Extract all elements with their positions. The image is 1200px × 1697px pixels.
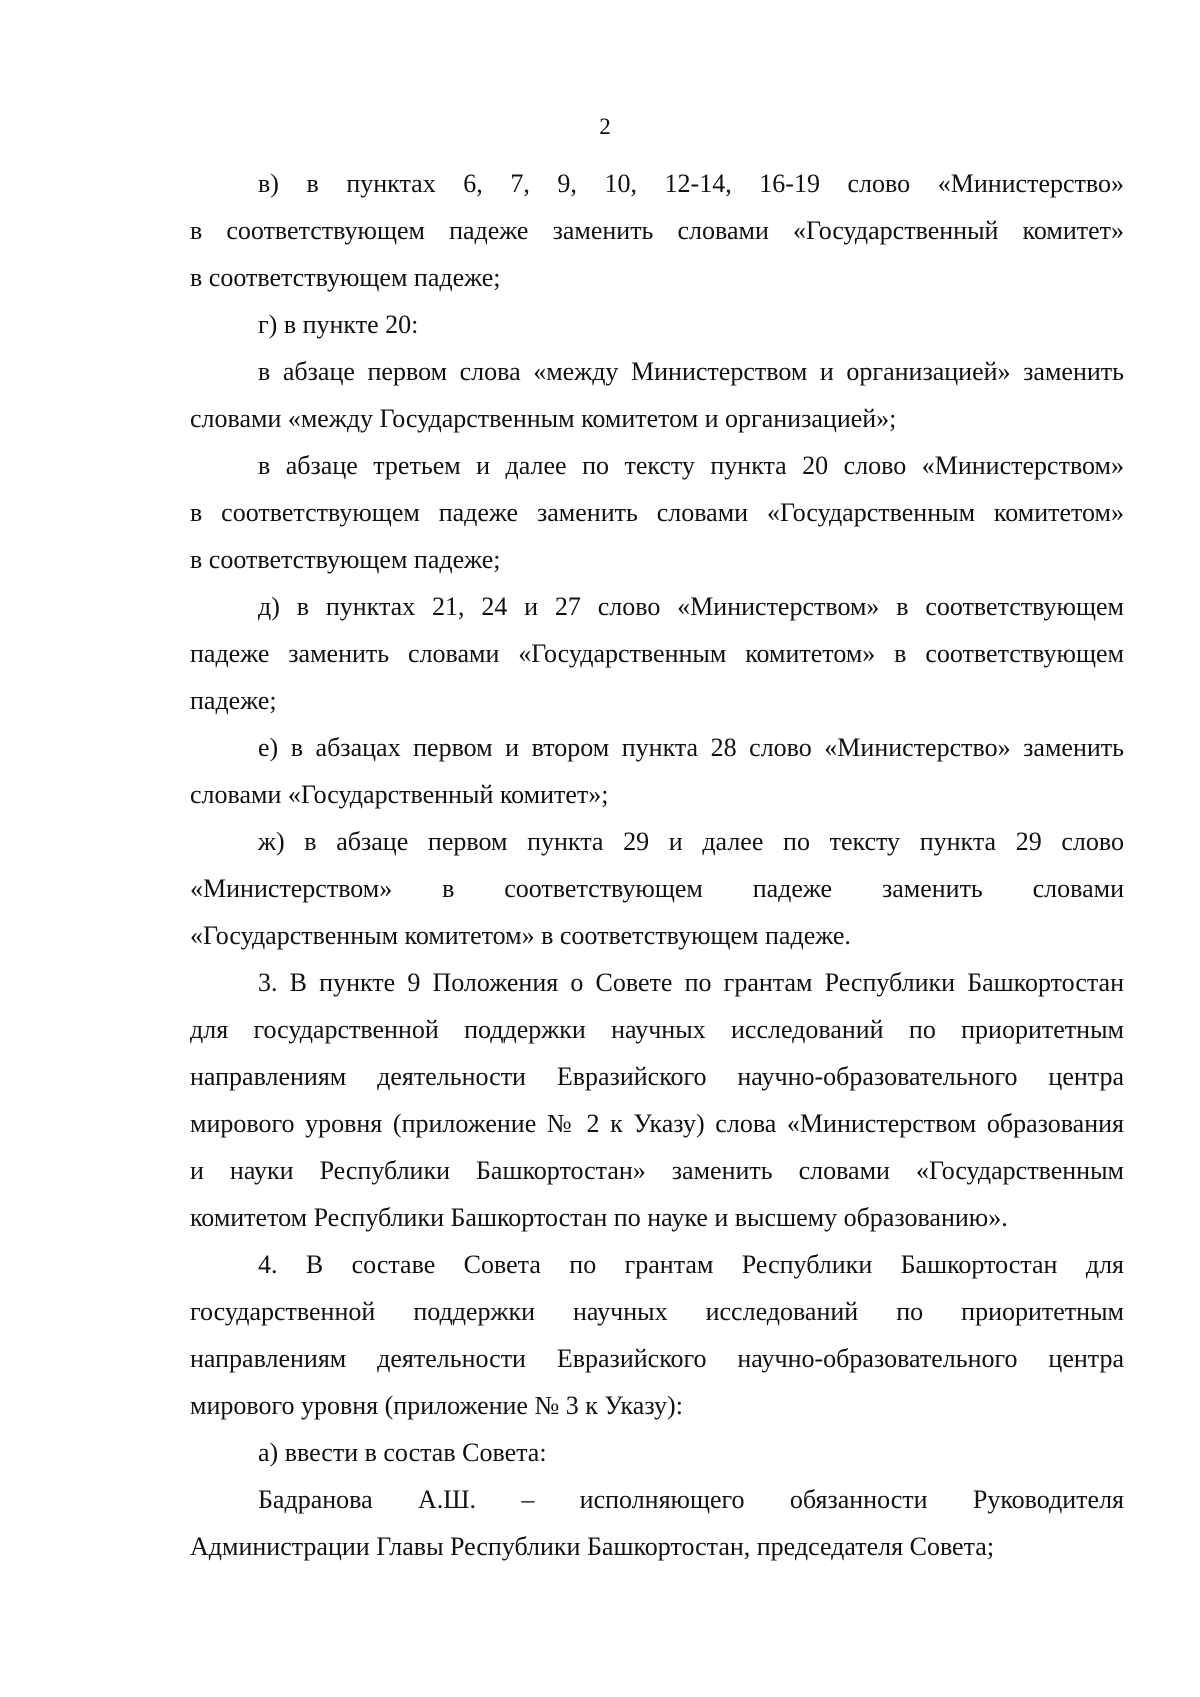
text-line: падеже заменить словами «Государственным комитетом» в соответствующем xyxy=(190,639,1124,668)
text-line: Бадранова А.Ш. – исполняющего обязанности Руководителя xyxy=(258,1485,1124,1514)
text-line: в абзаце первом слова «между Министерством и организацией» заменить xyxy=(258,357,1124,386)
text-line: Администрации Главы Республики Башкортостан, председателя Совета; xyxy=(190,1532,995,1561)
text-line: «Министерством» в соответствующем падеже заменить словами xyxy=(190,874,1124,903)
text-line: в соответствующем падеже; xyxy=(190,263,501,292)
text-line: комитетом Республики Башкортостан по науке и высшему образованию». xyxy=(190,1203,1008,1232)
text-line: 3. В пункте 9 Положения о Совете по грантам Республики Башкортостан xyxy=(258,968,1124,997)
text-line: в соответствующем падеже заменить словами «Государственным комитетом» xyxy=(190,498,1124,527)
paragraph xyxy=(190,1241,1124,1429)
paragraph xyxy=(190,1476,1124,1570)
paragraph xyxy=(190,818,1124,959)
text-line: в) в пунктах 6, 7, 9, 10, 12-14, 16-19 слово «Министерство» xyxy=(258,169,1124,198)
paragraph xyxy=(190,442,1124,583)
paragraph xyxy=(190,301,1124,348)
text-line: в соответствующем падеже; xyxy=(190,545,501,574)
text-line: ж) в абзаце первом пункта 29 и далее по тексту пункта 29 слово xyxy=(258,827,1124,856)
paragraph xyxy=(190,1429,1124,1476)
text-line: словами «между Государственным комитетом и организацией»; xyxy=(190,404,897,433)
text-line: г) в пункте 20: xyxy=(258,310,419,339)
text-line: для государственной поддержки научных исследований по приоритетным xyxy=(190,1015,1124,1044)
text-line: а) ввести в состав Совета: xyxy=(258,1438,547,1467)
text-line: мирового уровня (приложение № 3 к Указу): xyxy=(190,1391,683,1420)
text-line: 4. В составе Совета по грантам Республики Башкортостан для xyxy=(258,1250,1124,1279)
paragraph xyxy=(190,959,1124,1241)
page-number: 2 xyxy=(599,114,611,139)
text-line: мирового уровня (приложение № 2 к Указу) слова «Министерством образования xyxy=(190,1109,1124,1138)
text-line: е) в абзацах первом и втором пункта 28 слово «Министерство» заменить xyxy=(258,733,1124,762)
text-line: «Государственным комитетом» в соответствующем падеже. xyxy=(190,921,851,950)
text-line: в соответствующем падеже заменить словами «Государственный комитет» xyxy=(190,216,1124,245)
paragraph xyxy=(190,348,1124,442)
text-line: в абзаце третьем и далее по тексту пункта 20 слово «Министерством» xyxy=(258,451,1124,480)
document-body xyxy=(190,160,1124,1570)
text-line: падеже; xyxy=(190,686,277,715)
text-line: и науки Республики Башкортостан» заменить словами «Государственным xyxy=(190,1156,1124,1185)
paragraph xyxy=(190,583,1124,724)
paragraph xyxy=(190,160,1124,301)
paragraph xyxy=(190,724,1124,818)
text-line: направлениям деятельности Евразийского научно-образовательного центра xyxy=(190,1062,1124,1091)
text-line: д) в пунктах 21, 24 и 27 слово «Министерством» в соответствующем xyxy=(258,592,1124,621)
text-line: направлениям деятельности Евразийского научно-образовательного центра xyxy=(190,1344,1124,1373)
text-line: государственной поддержки научных исследований по приоритетным xyxy=(190,1297,1124,1326)
text-line: словами «Государственный комитет»; xyxy=(190,780,609,809)
